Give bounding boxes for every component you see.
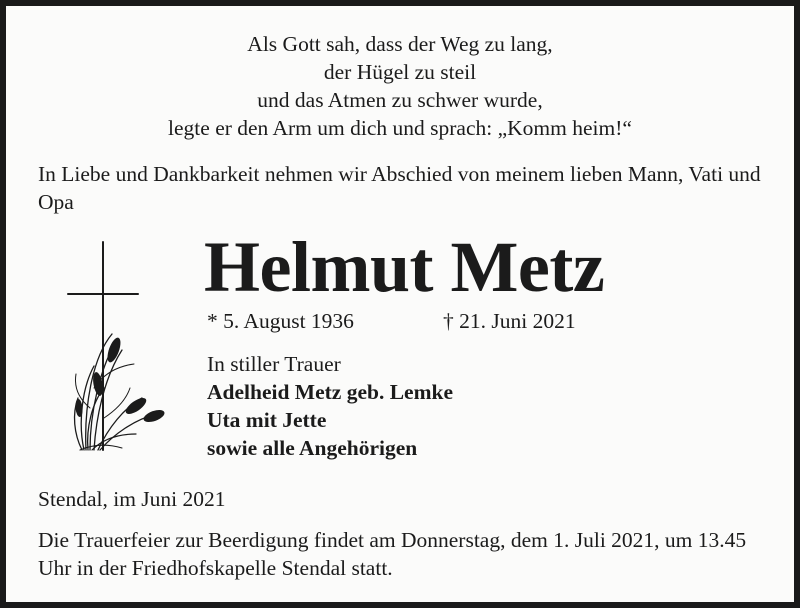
- poem-line: der Hügel zu steil: [323, 60, 477, 84]
- mourners-block: [207, 350, 453, 462]
- mourner-name: Uta mit Jette: [207, 408, 327, 432]
- deceased-name: Helmut Metz: [204, 227, 605, 307]
- mourner-name: Adelheid Metz geb. Lemke: [207, 380, 454, 404]
- poem-line: legte er den Arm um dich und sprach: „Komm heim!“: [168, 116, 632, 140]
- service-info: Die Trauerfeier zur Beerdigung findet am Donnerstag, dem 1. Juli 2021, um 13.45 Uhr in der Friedhofskapelle Stendal statt.: [38, 528, 747, 580]
- farewell-intro: In Liebe und Dankbarkeit nehmen wir Abschied von meinem lieben Mann, Vati und Opa: [38, 162, 761, 214]
- place-date: Stendal, im Juni 2021: [38, 487, 226, 511]
- birth-date: * 5. August 1936: [207, 309, 354, 333]
- memorial-poem: [6, 30, 794, 142]
- mourners-heading: In stiller Trauer: [207, 352, 341, 376]
- poem-line: und das Atmen zu schwer wurde,: [257, 88, 543, 112]
- mourner-name: sowie alle Angehörigen: [207, 436, 418, 460]
- death-date: † 21. Juni 2021: [443, 309, 576, 333]
- poem-line: Als Gott sah, dass der Weg zu lang,: [247, 32, 553, 56]
- cross-with-reeds-icon: [64, 238, 174, 453]
